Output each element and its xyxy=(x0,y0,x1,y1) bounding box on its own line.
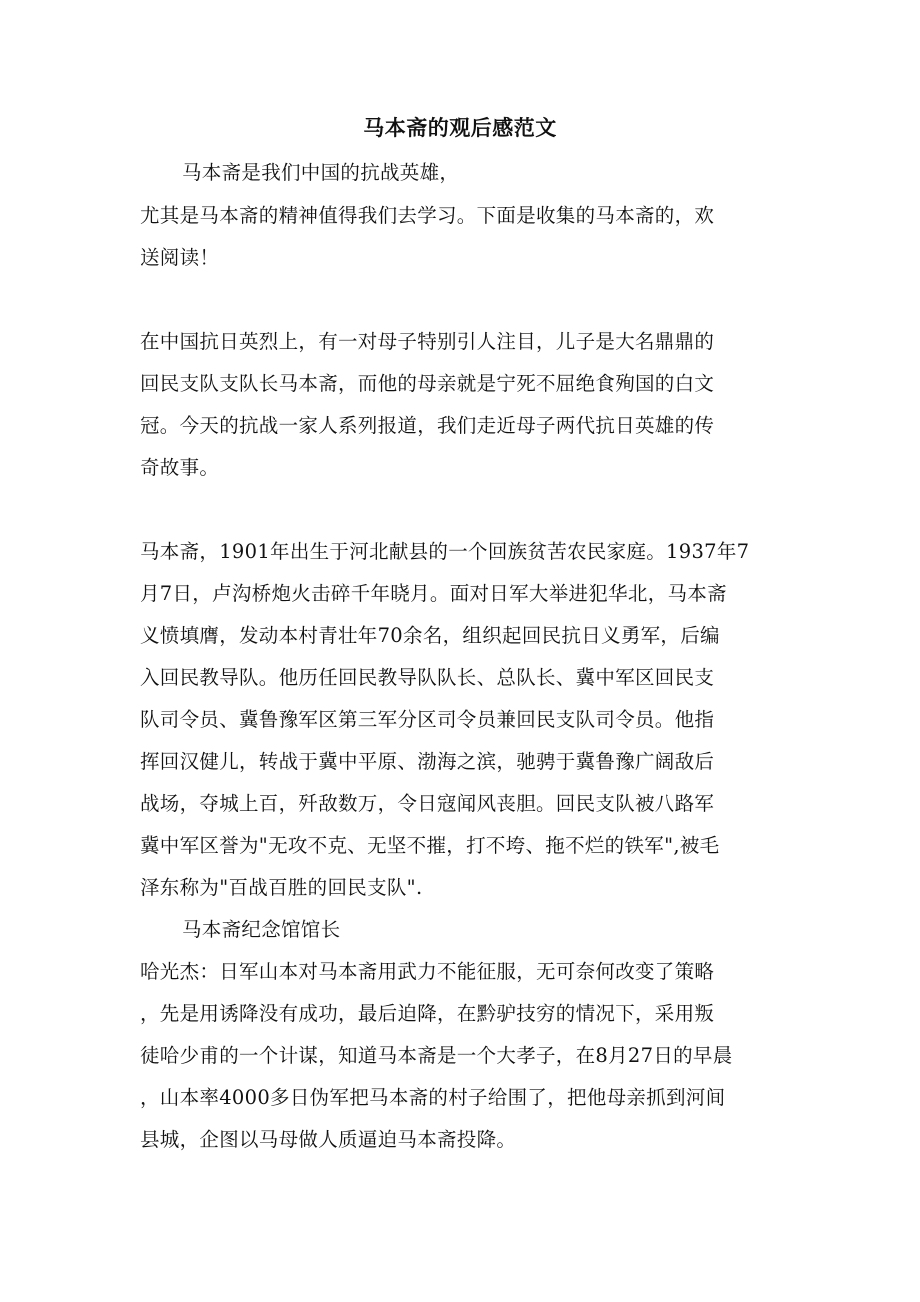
text-line: ，山本率4000多日伪军把马本斋的村子给围了，把他母亲抓到河间 xyxy=(140,1086,726,1109)
text-line: 马本斋是我们中国的抗战英雄， xyxy=(182,161,460,184)
text-line: 队司令员、冀鲁豫军区第三军分区司令员兼回民支队司令员。他指 xyxy=(140,708,715,731)
text-line: 哈光杰：日军山本对马本斋用武力不能征服，无可奈何改变了策略 xyxy=(140,960,715,983)
text-line: 义愤填膺，发动本村青壮年70余名，组织起回民抗日义勇军，后编 xyxy=(140,624,720,647)
document-title: 马本斋的观后感范文 xyxy=(363,115,557,140)
text-line: 入回民教导队。他历任回民教导队队长、总队长、冀中军区回民支 xyxy=(140,666,715,689)
text-line: 泽东称为"百战百胜的回民支队". xyxy=(140,876,423,899)
text-line: 县城，企图以马母做人质逼迫马本斋投降。 xyxy=(140,1128,517,1151)
text-line: 马本斋纪念馆馆长 xyxy=(182,918,341,941)
text-line: 回民支队支队长马本斋，而他的母亲就是宁死不屈绝食殉国的白文 xyxy=(140,372,715,395)
text-line: 冀中军区誉为"无攻不克、无坚不摧，打不垮、拖不烂的铁军",被毛 xyxy=(140,834,720,857)
text-line: 战场，夺城上百，歼敌数万，令日寇闻风丧胆。回民支队被八路军 xyxy=(140,792,715,815)
text-line: 挥回汉健儿，转战于冀中平原、渤海之滨，驰骋于冀鲁豫广阔敌后 xyxy=(140,750,715,773)
text-line: ，先是用诱降没有成功，最后迫降，在黔驴技穷的情况下，采用叛 xyxy=(140,1002,715,1025)
text-line: 马本斋，1901年出生于河北献县的一个回族贫苦农民家庭。1937年7 xyxy=(140,540,750,563)
text-line: 徒哈少甫的一个计谋，知道马本斋是一个大孝子，在8月27日的早晨 xyxy=(140,1044,733,1067)
text-line: 冠。今天的抗战一家人系列报道，我们走近母子两代抗日英雄的传 xyxy=(140,414,715,437)
text-line: 月7日，卢沟桥炮火击碎千年晓月。面对日军大举进犯华北，马本斋 xyxy=(140,582,727,605)
text-line: 尤其是马本斋的精神值得我们去学习。下面是收集的马本斋的，欢 xyxy=(140,204,715,227)
text-line: 奇故事。 xyxy=(140,456,220,479)
text-line: 在中国抗日英烈上，有一对母子特别引人注目，儿子是大名鼎鼎的 xyxy=(140,330,715,353)
text-line: 送阅读！ xyxy=(140,246,220,269)
